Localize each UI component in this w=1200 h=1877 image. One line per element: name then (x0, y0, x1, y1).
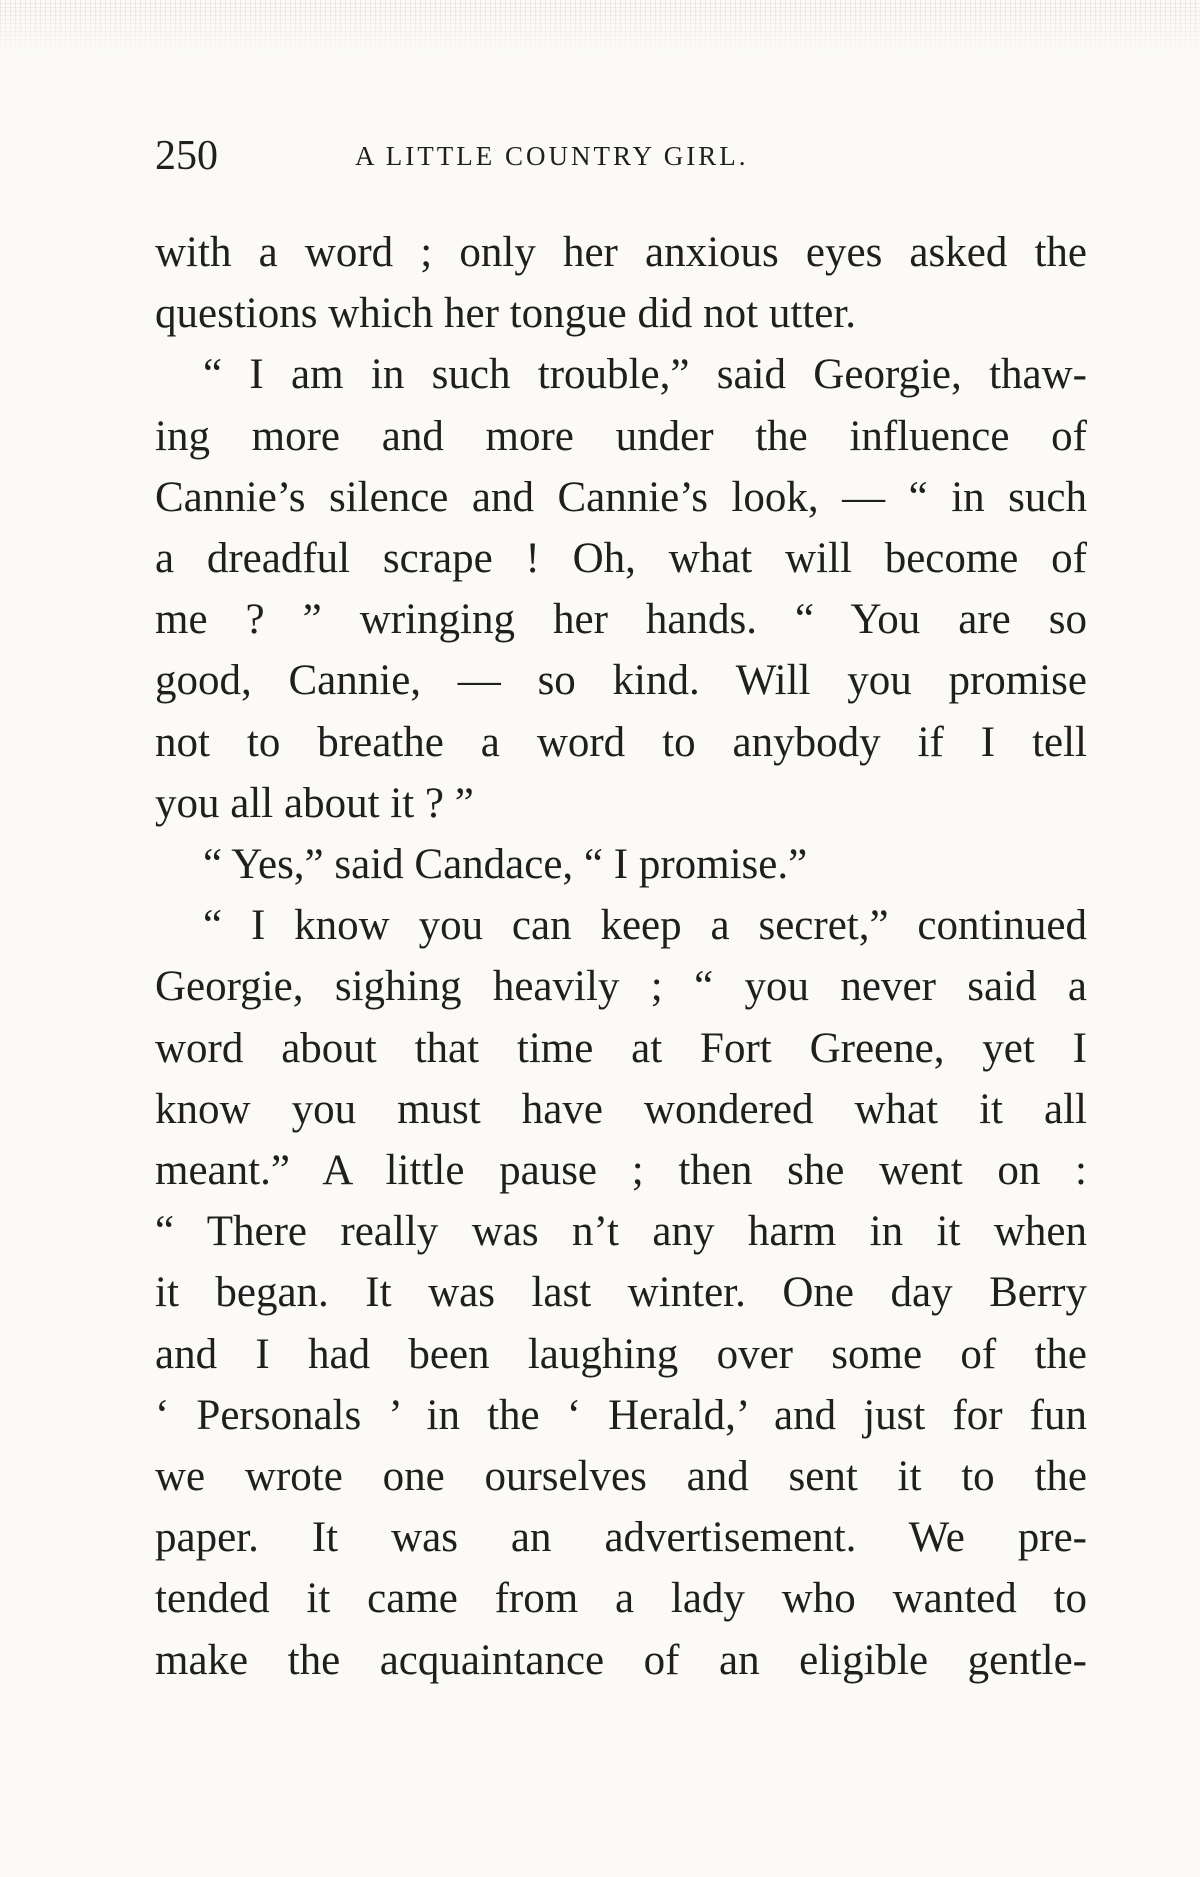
text-line: meant.” A little pause ; then she went on : (155, 1147, 1087, 1195)
text-line: “ Yes,” said Candace, “ I promise.” (203, 841, 808, 889)
text-line: ing more and more under the influence of (155, 412, 1087, 460)
text-line: good, Cannie, — so kind. Will you promise (155, 657, 1087, 705)
text-line: make the acquaintance of an eligible gentle- (155, 1636, 1087, 1684)
text-line: with a word ; only her anxious eyes asked the (155, 229, 1087, 276)
text-line: “ I know you can keep a secret,” continued (203, 902, 1087, 950)
text-line: word about that time at Fort Greene, yet I (155, 1024, 1087, 1072)
text-line: we wrote one ourselves and sent it to the (155, 1453, 1087, 1501)
text-line: Cannie’s silence and Cannie’s look, — “ in such (155, 473, 1087, 521)
text-line: and I had been laughing over some of the (155, 1330, 1087, 1378)
page-body (155, 222, 1087, 1692)
running-head: A LITTLE COUNTRY GIRL. (355, 141, 749, 171)
page-number: 250 (155, 133, 218, 179)
text-line: “ I am in such trouble,” said Georgie, thaw- (203, 351, 1087, 399)
text-line: a dreadful scrape ! Oh, what will become of (155, 535, 1087, 583)
text-line: not to breathe a word to anybody if I tell (155, 718, 1087, 766)
text-line: it began. It was last winter. One day Berry (155, 1269, 1087, 1317)
text-line: ‘ Personals ’ in the ‘ Herald,’ and just for fun (155, 1391, 1087, 1439)
text-line: me ? ” wringing her hands. “ You are so (155, 596, 1087, 644)
text-line: tended it came from a lady who wanted to (155, 1575, 1087, 1623)
text-line: questions which her tongue did not utter. (155, 290, 857, 338)
text-line: you all about it ? ” (155, 779, 474, 827)
text-line: Georgie, sighing heavily ; “ you never said a (155, 963, 1087, 1011)
text-line: know you must have wondered what it all (155, 1085, 1087, 1133)
scan-noise (0, 0, 1200, 60)
text-line: “ There really was n’t any harm in it when (155, 1208, 1087, 1256)
page-header (155, 128, 1085, 184)
text-line: paper. It was an advertisement. We pre- (155, 1514, 1087, 1562)
